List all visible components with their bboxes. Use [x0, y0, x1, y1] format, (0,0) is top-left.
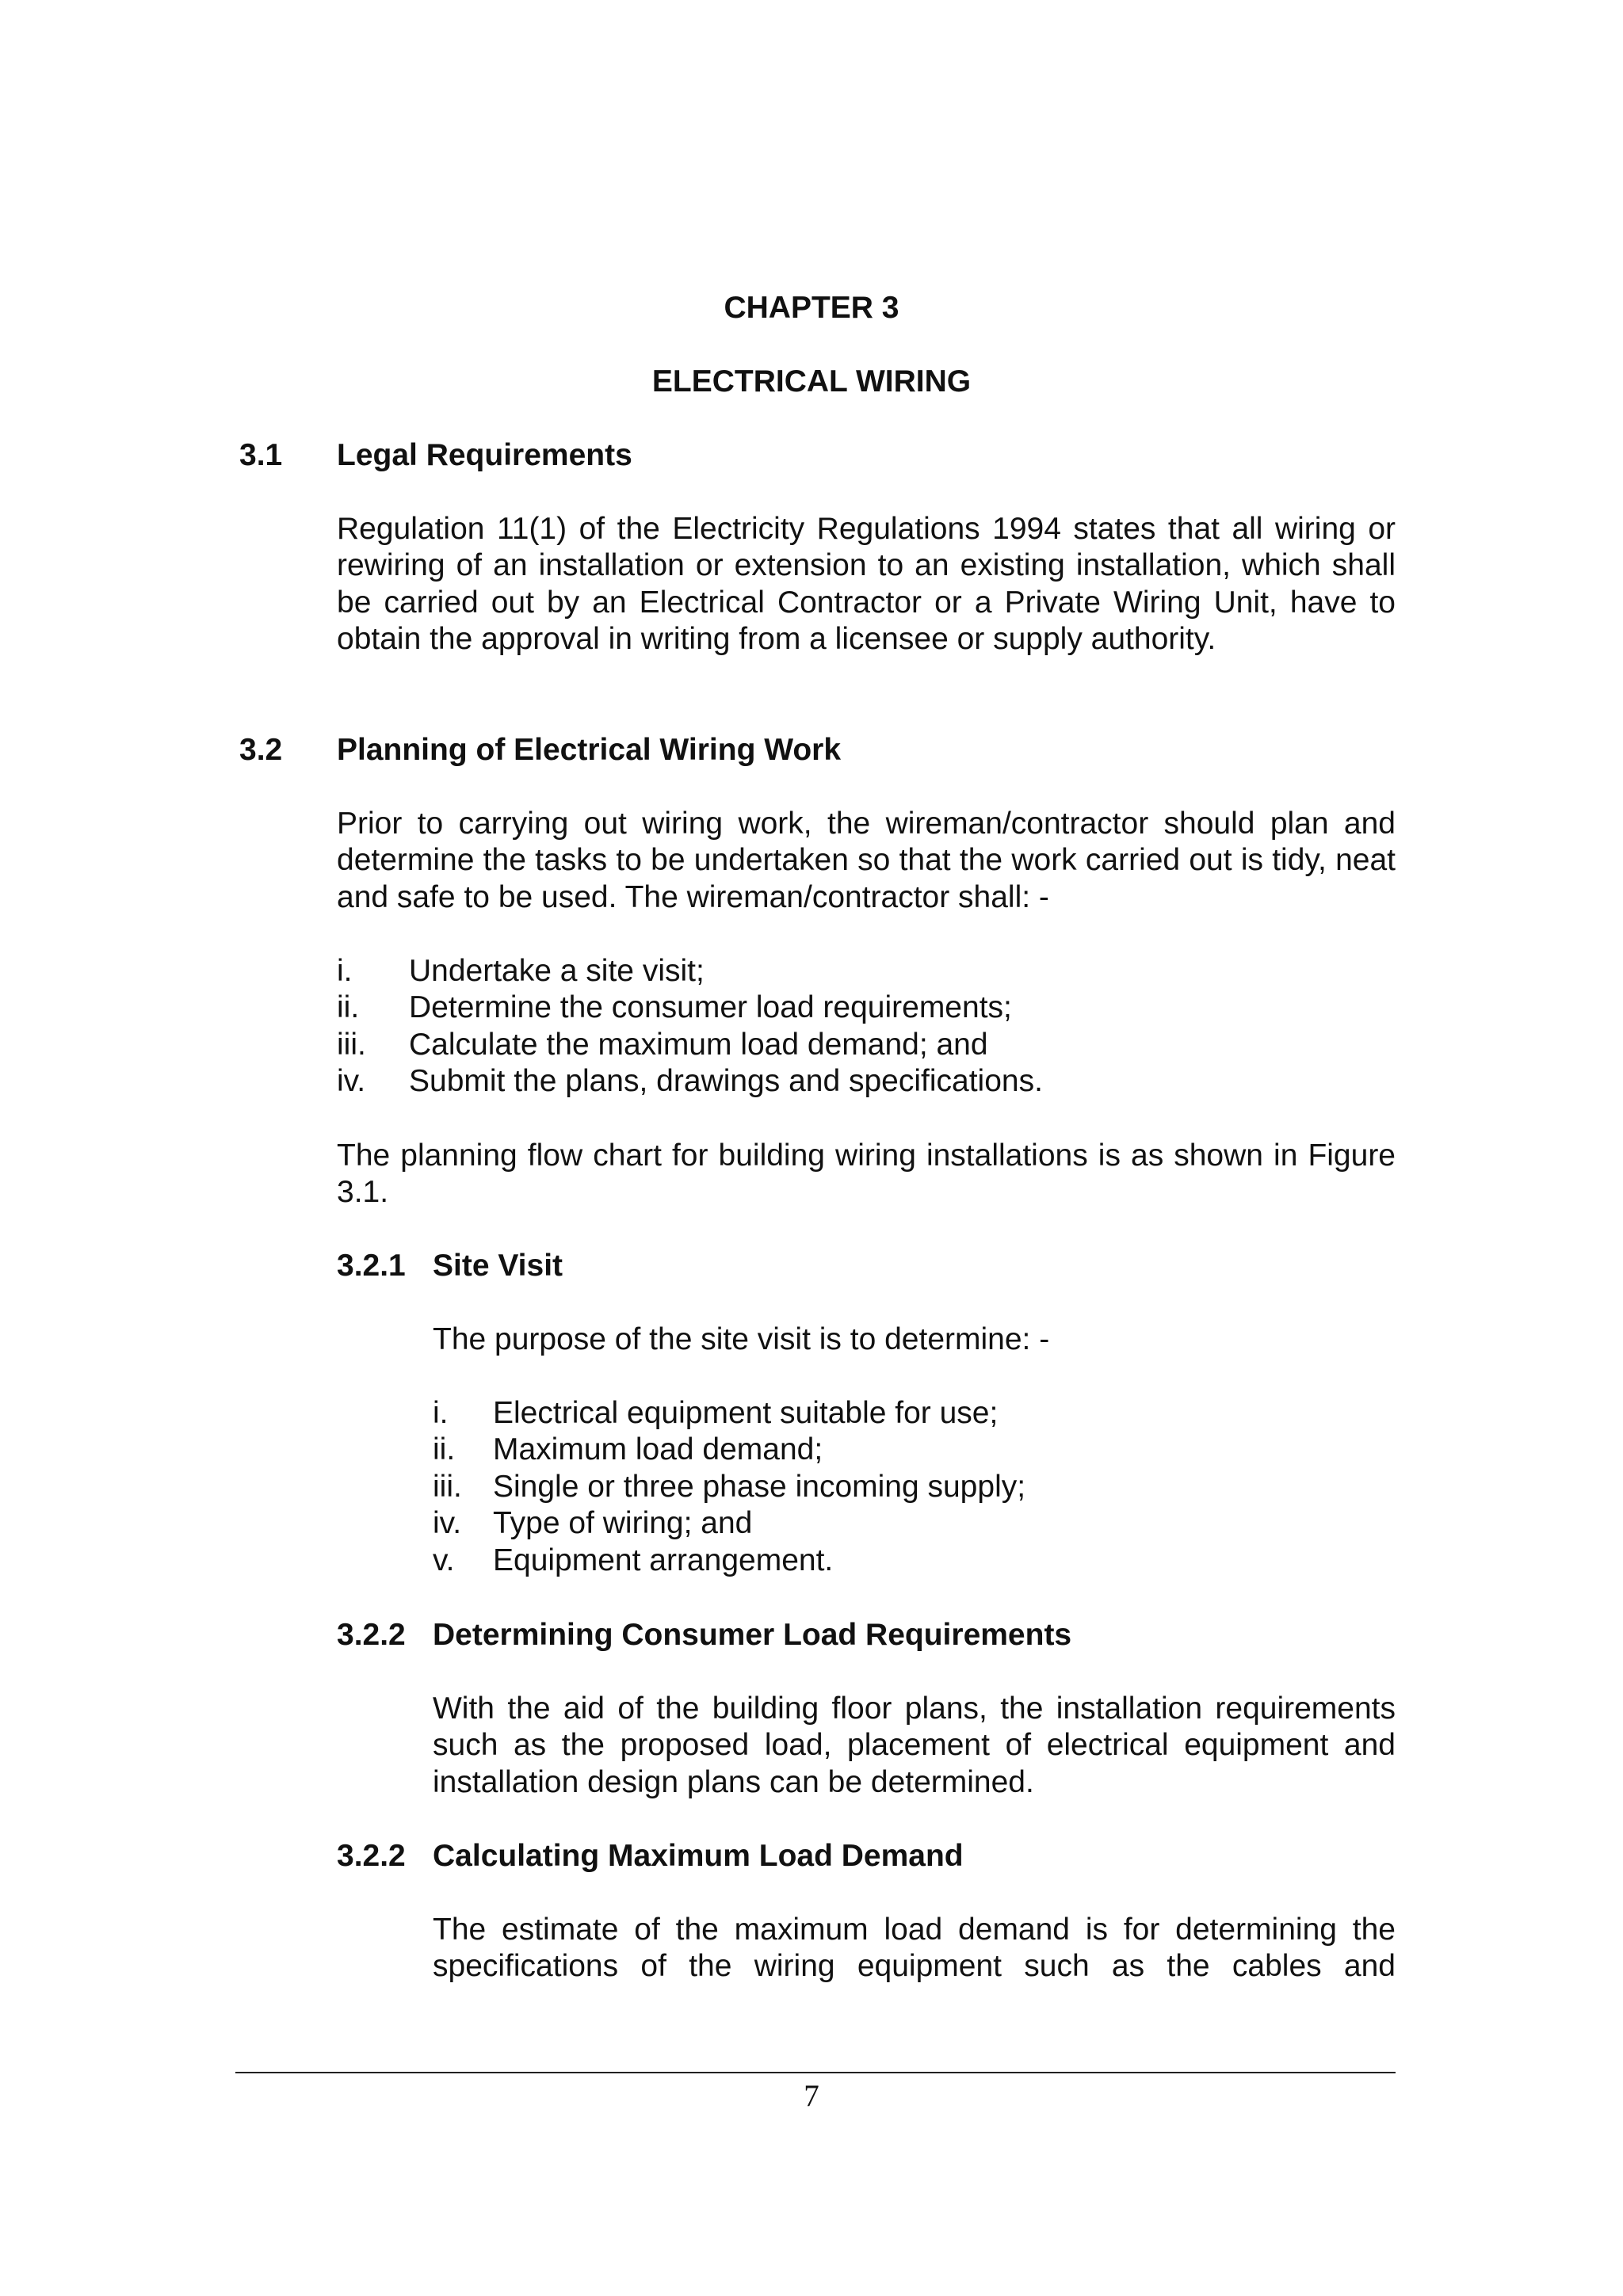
list-item: [433, 1469, 1396, 1505]
list-item: [433, 1505, 1396, 1542]
list-item-text: Type of wiring; and: [493, 1506, 753, 1541]
section-3-1-paragraph: Regulation 11(1) of the Electricity Regulations 1994 states that all wiring or rewiring of an installation or extension to an existing installation, which shall be carried out by an Electrical Contractor or a Private Wiring Unit, have to obtain the approval in writing from a licensee or supply authority.: [337, 512, 1396, 657]
list-item: [337, 1027, 1396, 1063]
section-title: Site Visit: [433, 1249, 563, 1283]
chapter-subtitle: ELECTRICAL WIRING: [651, 364, 972, 399]
footer-divider: [235, 2072, 1396, 2073]
list-item-text: Determine the consumer load requirements;: [409, 990, 1012, 1025]
list-item: [337, 953, 1396, 990]
list-item-text: Calculate the maximum load demand; and: [409, 1027, 988, 1062]
list-item-text: Submit the plans, drawings and specifications.: [409, 1064, 1043, 1099]
list-item-text: Electrical equipment suitable for use;: [493, 1396, 999, 1430]
section-number: 3.2.2: [337, 1839, 406, 1873]
section-3-2-paragraph: Prior to carrying out wiring work, the wireman/contractor should plan and determine the tasks to be undertaken so that the work carried out is tidy, neat and safe to be used. The wireman/contractor shall: -: [337, 807, 1396, 914]
list-marker: iv.: [433, 1506, 462, 1541]
section-3-2-2-heading: [337, 1617, 1396, 1653]
section-number: 3.1: [239, 438, 283, 472]
section-title: Planning of Electrical Wiring Work: [337, 733, 842, 767]
list-marker: i.: [433, 1396, 449, 1430]
section-3-2-1-heading: [337, 1248, 1396, 1284]
site-visit-list: [433, 1395, 1396, 1579]
list-item: [433, 1432, 1396, 1468]
planning-steps-list: [337, 953, 1396, 1100]
list-marker: ii.: [433, 1432, 456, 1467]
list-item: [433, 1543, 1396, 1579]
section-number: 3.2.2: [337, 1618, 406, 1652]
list-item-text: Undertake a site visit;: [409, 954, 705, 988]
list-item-text: Maximum load demand;: [493, 1432, 823, 1467]
list-marker: i.: [337, 954, 353, 988]
section-3-2-2-calculating-paragraph: The estimate of the maximum load demand is for determining the specifications of the wiring equipment such as the cables and: [433, 1913, 1396, 1984]
list-item-text: Equipment arrangement.: [493, 1543, 834, 1577]
section-3-1-heading: [239, 437, 1396, 474]
section-3-2-heading: [239, 732, 1396, 769]
section-title: Calculating Maximum Load Demand: [433, 1839, 964, 1873]
section-3-2-2-paragraph: With the aid of the building floor plans, the installation requirements such as the proposed load, placement of electrical equipment and installation design plans can be determined.: [433, 1691, 1396, 1799]
list-marker: v.: [433, 1543, 455, 1577]
section-3-2-2-calculating-heading: [337, 1838, 1396, 1875]
section-number: 3.2: [239, 733, 283, 767]
section-3-2-1-intro: The purpose of the site visit is to determine: -: [433, 1322, 1050, 1356]
list-item-text: Single or three phase incoming supply;: [493, 1469, 1026, 1504]
list-item: [337, 990, 1396, 1026]
section-number: 3.2.1: [337, 1249, 406, 1283]
list-marker: ii.: [337, 990, 360, 1025]
section-3-2-closing: The planning flow chart for building wiring installations is as shown in Figure 3.1.: [337, 1138, 1396, 1210]
list-marker: iii.: [433, 1469, 462, 1504]
list-marker: iii.: [337, 1027, 366, 1062]
section-title: Determining Consumer Load Requirements: [433, 1618, 1072, 1652]
list-item: [433, 1395, 1396, 1432]
list-marker: iv.: [337, 1064, 366, 1099]
list-item: [337, 1063, 1396, 1100]
section-title: Legal Requirements: [337, 438, 632, 472]
page-number: 7: [804, 2079, 819, 2113]
chapter-title: CHAPTER 3: [724, 291, 899, 325]
